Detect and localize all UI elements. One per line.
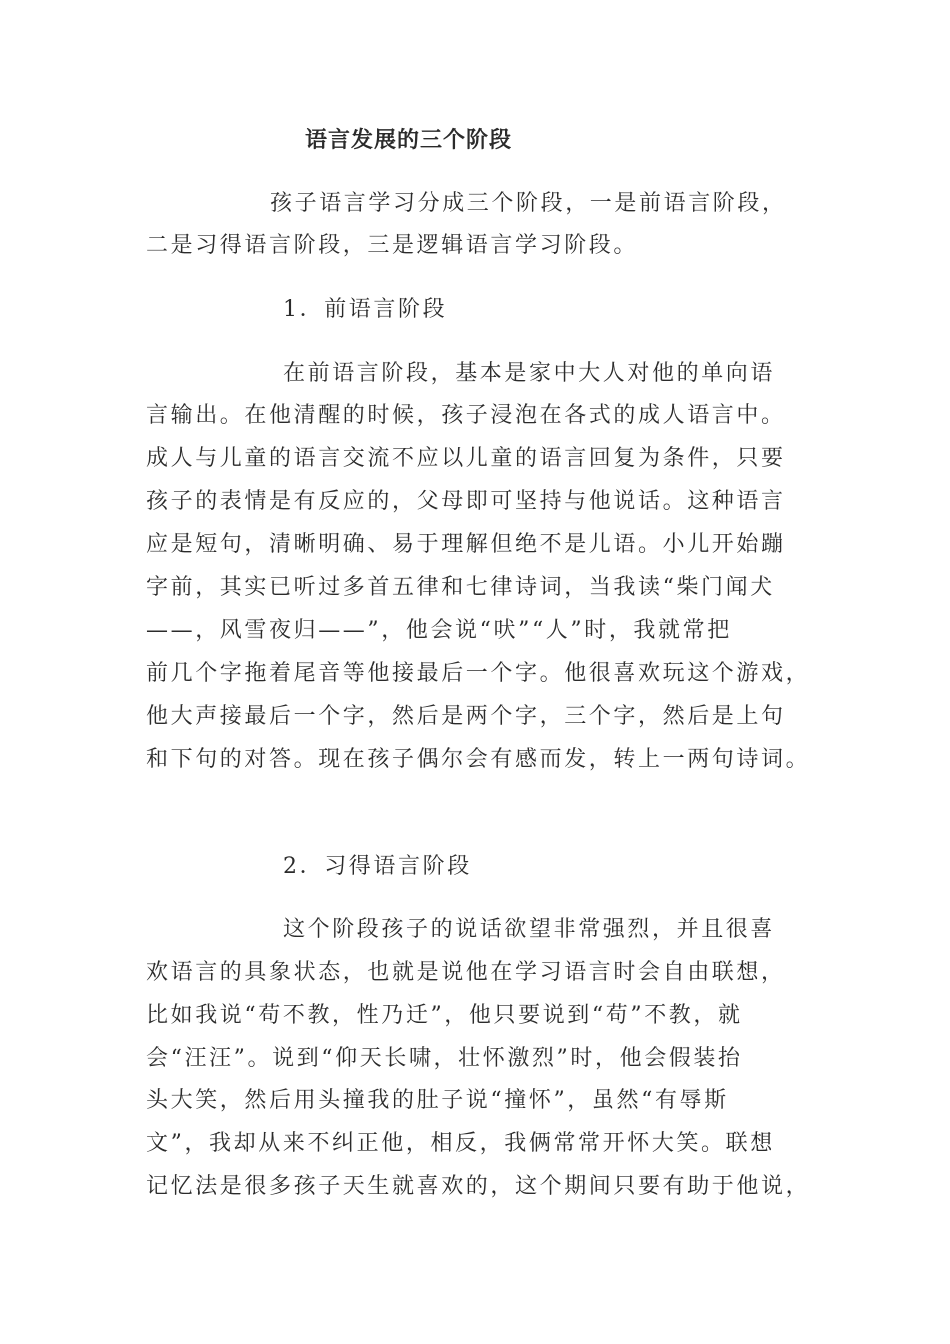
paragraph-line: 字前，其实已听过多首五律和七律诗词，当我读“柴门闻犬: [146, 575, 775, 600]
paragraph-line: 比如我说“苟不教，性乃迁”，他只要说到“苟”不教，就: [146, 1003, 743, 1028]
paragraph-line: 孩子的表情是有反应的，父母即可坚持与他说话。这种语言: [146, 489, 786, 514]
intro-line: 二是习得语言阶段，三是逻辑语言学习阶段。: [146, 233, 639, 258]
paragraph-line: 文”，我却从来不纠正他，相反，我俩常常开怀大笑。联想: [146, 1131, 775, 1156]
intro-line: 孩子语言学习分成三个阶段，一是前语言阶段，: [270, 191, 787, 216]
paragraph-line: 成人与儿童的语言交流不应以儿童的语言回复为条件，只要: [146, 446, 786, 471]
paragraph-line: 前几个字拖着尾音等他接最后一个字。他很喜欢玩这个游戏，: [146, 661, 811, 686]
paragraph-line: 他大声接最后一个字，然后是两个字，三个字，然后是上句: [146, 704, 786, 729]
paragraph-line: 言输出。在他清醒的时候，孩子浸泡在各式的成人语言中。: [146, 403, 786, 428]
paragraph-line: 会“汪汪”。说到“仰天长啸，壮怀激烈”时，他会假装抬: [146, 1046, 743, 1071]
paragraph-line: 这个阶段孩子的说话欲望非常强烈，并且很喜: [283, 917, 776, 942]
paragraph-line: ——，风雪夜归——”，他会说“吠”“人”时，我就常把: [146, 618, 732, 643]
paragraph-line: 头大笑，然后用头撞我的肚子说“撞怀”，虽然“有辱斯: [146, 1088, 729, 1113]
paragraph-line: 记忆法是很多孩子天生就喜欢的，这个期间只要有助于他说，: [146, 1174, 811, 1199]
section-heading: 2．习得语言阶段: [283, 854, 472, 879]
paragraph-line: 在前语言阶段，基本是家中大人对他的单向语: [283, 361, 776, 386]
paragraph-line: 和下句的对答。现在孩子偶尔会有感而发，转上一两句诗词。: [146, 747, 811, 772]
paragraph-line: 应是短句，清晰明确、易于理解但绝不是儿语。小儿开始蹦: [146, 532, 786, 557]
paragraph-line: 欢语言的具象状态，也就是说他在学习语言时会自由联想，: [146, 960, 786, 985]
section-heading: 1．前语言阶段: [283, 297, 448, 322]
document-title: 语言发展的三个阶段: [305, 127, 513, 153]
